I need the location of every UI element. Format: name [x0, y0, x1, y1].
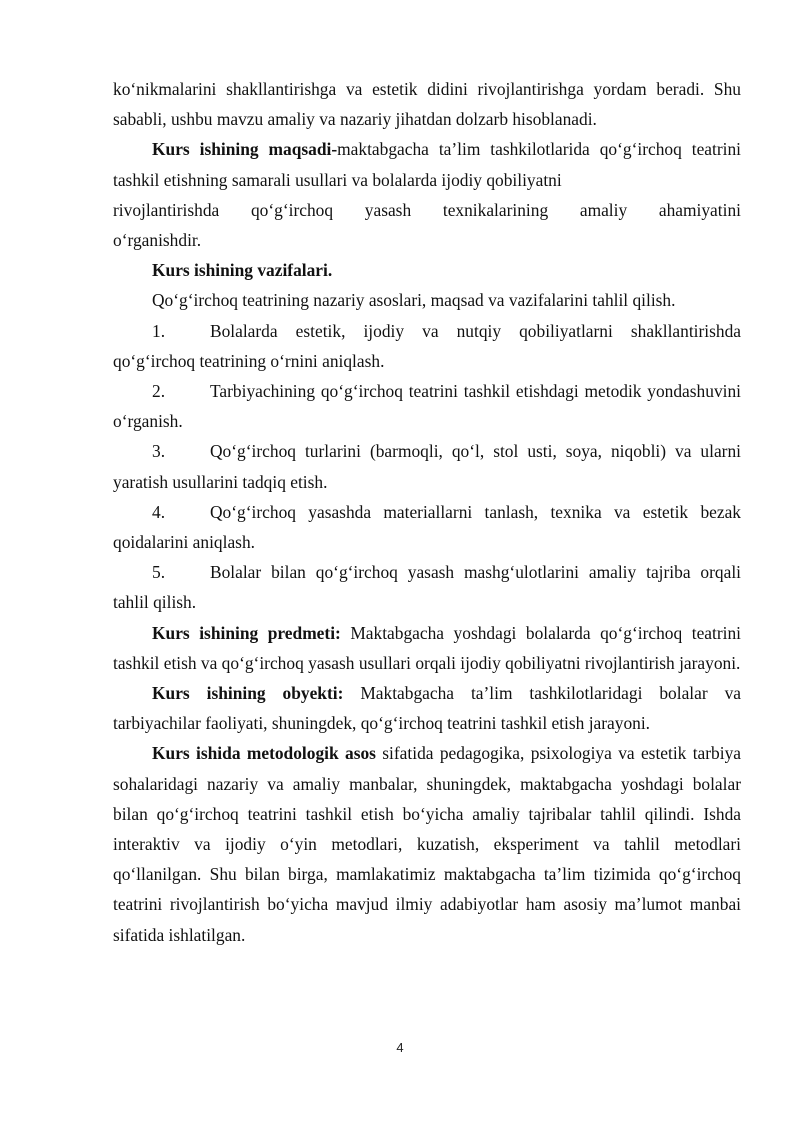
- method-text: sifatida pedagogika, psixologiya va estetik tarbiya sohalaridagi nazariy va amaliy manbalar, shuningdek, maktabgacha yoshdagi bolalar bilan qo‘g‘irchoq teatrini tashkil etish bo‘yicha amaliy tajribalar tahlil qilindi. Ishda interaktiv va ijodiy o‘yin metodlari, kuzatish, eksperiment va tahlil metodlari qo‘llanilgan. Shu bilan birga, mamlakatimiz maktabgacha ta’lim tizimida qo‘g‘irchoq teatrini rivojlantirish bo‘yicha mavjud ilmiy adabiyotlar ham asosiy ma’lumot manbai sifatida ishlatilgan.: [113, 743, 741, 945]
- task-item: [113, 557, 741, 617]
- subject-paragraph: [113, 618, 741, 678]
- object-text: Maktabgacha ta’lim tashkilotlaridagi bolalar va tarbiyachilar faoliyati, shuningdek, qo‘g‘irchoq teatrini tashkil etish jarayoni.: [113, 683, 741, 734]
- method-paragraph: [113, 738, 741, 949]
- task-number: 4.: [152, 501, 166, 522]
- task-text: Qo‘g‘irchoq yasashda materiallarni tanlash, texnika va estetik bezak qoidalarini aniqlash.: [113, 501, 741, 553]
- tasks-heading: Kurs ishining vazifalari.: [152, 260, 333, 281]
- goal-word: amaliy: [579, 199, 628, 220]
- subject-text: Maktabgacha yoshdagi bolalarda qo‘g‘irchoq teatrini tashkil etish va qo‘g‘irchoq yasash usullari orqali ijodiy qobiliyatni rivojlantirish jarayoni.: [113, 622, 741, 673]
- goal-spread-line: [113, 195, 741, 225]
- task-text: Tarbiyachining qo‘g‘irchoq teatrini tashkil etishdagi metodik yondashuvini o‘rganish.: [113, 381, 741, 432]
- goal-end: o‘rganishdir.: [113, 230, 202, 251]
- tasks-intro: Qo‘g‘irchoq teatrining nazariy asoslari, maqsad va vazifalarini tahlil qilish.: [152, 290, 676, 311]
- goal-word: texnikalarining: [442, 199, 549, 220]
- intro-paragraph: ko‘nikmalarini shakllantirishga va estetik didini rivojlantirishga yordam beradi. Shu sababli, ushbu mavzu amaliy va nazariy jihatdan dolzarb hisoblanadi.: [113, 79, 741, 130]
- page-number: 4: [396, 1040, 404, 1055]
- goal-word: yasash: [364, 199, 412, 220]
- goal-word: ahamiyatini: [658, 199, 741, 220]
- task-number: 1.: [152, 320, 166, 341]
- task-item: [113, 497, 741, 557]
- task-number: 3.: [152, 441, 166, 462]
- subject-heading: Kurs ishining predmeti:: [152, 622, 341, 643]
- method-heading: Kurs ishida metodologik asos: [152, 743, 376, 764]
- goal-word: rivojlantirishda: [113, 199, 220, 220]
- task-text: Bolalar bilan qo‘g‘irchoq yasash mashg‘ulotlarini amaliy tajriba orqali tahlil qilish.: [113, 562, 741, 613]
- task-number: 5.: [152, 562, 166, 583]
- goal-word: qo‘g‘irchoq: [250, 199, 334, 220]
- goal-paragraph: [113, 134, 741, 194]
- document-page: [113, 74, 741, 950]
- goal-heading: Kurs ishining maqsadi-: [152, 139, 338, 160]
- task-text: Qo‘g‘irchoq turlarini (barmoqli, qo‘l, stol usti, soya, niqobli) va ularni yaratish usullarini tadqiq etish.: [113, 441, 741, 492]
- task-item: [113, 316, 741, 376]
- task-text: Bolalarda estetik, ijodiy va nutqiy qobiliyatlarni shakllantirishda qo‘g‘irchoq teatrining o‘rnini aniqlash.: [113, 320, 741, 371]
- object-heading: Kurs ishining obyekti:: [152, 683, 344, 704]
- goal-text: maktabgacha ta’lim tashkilotlarida qo‘g‘irchoq teatrini tashkil etishning samarali usullari va bolalarda ijodiy qobiliyatni: [113, 139, 742, 190]
- task-item: [113, 376, 741, 436]
- object-paragraph: [113, 678, 741, 738]
- task-item: [113, 436, 741, 496]
- task-number: 2.: [152, 381, 166, 402]
